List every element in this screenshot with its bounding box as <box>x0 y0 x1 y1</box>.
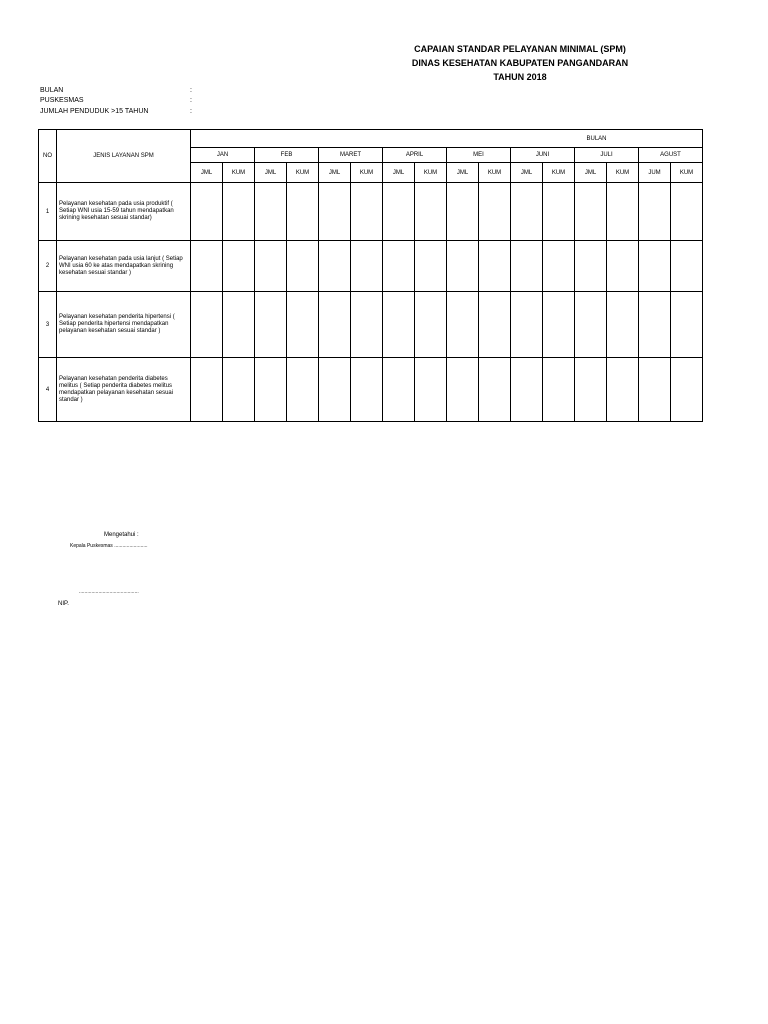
data-cell[interactable] <box>543 241 575 292</box>
table-row <box>39 358 703 422</box>
data-cell[interactable] <box>671 292 703 358</box>
data-cell[interactable] <box>383 292 415 358</box>
sub-header: JML <box>383 163 415 183</box>
month-header: FEB <box>255 148 319 163</box>
data-cell[interactable] <box>191 183 223 241</box>
data-cell[interactable] <box>671 358 703 422</box>
data-cell[interactable] <box>255 183 287 241</box>
row-description: Pelayanan kesehatan pada usia lanjut ( Setiap WNI usia 60 ke atas mendapatkan skrining kesehatan sesuai standar ) <box>57 241 191 292</box>
header-no: NO <box>39 130 57 183</box>
sub-header: JML <box>447 163 479 183</box>
row-description: Pelayanan kesehatan pada usia produktif ( Setiap WNI usia 15-59 tahun mendapatkan skrining kesehatan sesuai standar) <box>57 183 191 241</box>
data-cell[interactable] <box>351 183 383 241</box>
doc-title-line-1: CAPAIAN STANDAR PELAYANAN MINIMAL (SPM) <box>414 44 626 54</box>
data-cell[interactable] <box>223 241 255 292</box>
data-cell[interactable] <box>639 292 671 358</box>
meta-puskesmas <box>40 96 192 105</box>
table-row <box>39 241 703 292</box>
row-description: Pelayanan kesehatan penderita diabetes melitus ( Setiap penderita diabetes melitus mendapatkan pelayanan kesehatan sesuai standar ) <box>57 358 191 422</box>
table-header-row-bulan <box>39 130 703 148</box>
data-cell[interactable] <box>607 241 639 292</box>
meta-puskesmas-colon: : <box>190 97 192 104</box>
data-cell[interactable] <box>191 292 223 358</box>
data-cell[interactable] <box>351 241 383 292</box>
doc-title-line-2: DINAS KESEHATAN KABUPATEN PANGANDARAN <box>411 58 629 68</box>
data-cell[interactable] <box>479 183 511 241</box>
spm-table <box>38 129 703 422</box>
sub-header: KUM <box>671 163 703 183</box>
sub-header: KUM <box>351 163 383 183</box>
data-cell[interactable] <box>383 358 415 422</box>
data-cell[interactable] <box>447 183 479 241</box>
data-cell[interactable] <box>191 241 223 292</box>
row-description: Pelayanan kesehatan penderita hipertensi ( Setiap penderita hipertensi mendapatkan pelayanan kesehatan sesuai standar ) <box>57 292 191 358</box>
data-cell[interactable] <box>319 241 351 292</box>
sub-header: JML <box>511 163 543 183</box>
data-cell[interactable] <box>575 241 607 292</box>
header-bulan: BULAN <box>191 130 703 148</box>
data-cell[interactable] <box>415 241 447 292</box>
sub-header: KUM <box>287 163 319 183</box>
doc-title-line-3: TAHUN 2018 <box>493 72 547 82</box>
sub-header: JML <box>575 163 607 183</box>
data-cell[interactable] <box>319 183 351 241</box>
data-cell[interactable] <box>639 183 671 241</box>
data-cell[interactable] <box>223 292 255 358</box>
sub-header: JML <box>191 163 223 183</box>
signature-kepala-puskesmas: Kepala Puskesmas ........................ <box>70 543 148 549</box>
data-cell[interactable] <box>575 183 607 241</box>
signature-line: ........................................... <box>79 589 139 595</box>
sub-header: JML <box>319 163 351 183</box>
data-cell[interactable] <box>255 241 287 292</box>
meta-penduduk <box>40 107 192 116</box>
month-header: AGUST <box>639 148 703 163</box>
meta-bulan-colon: : <box>190 87 192 94</box>
data-cell[interactable] <box>415 358 447 422</box>
data-cell[interactable] <box>671 241 703 292</box>
data-cell[interactable] <box>447 358 479 422</box>
data-cell[interactable] <box>543 358 575 422</box>
data-cell[interactable] <box>223 358 255 422</box>
data-cell[interactable] <box>671 183 703 241</box>
data-cell[interactable] <box>639 358 671 422</box>
data-cell[interactable] <box>351 292 383 358</box>
meta-penduduk-colon: : <box>190 108 192 115</box>
row-no: 3 <box>39 292 57 358</box>
data-cell[interactable] <box>319 292 351 358</box>
data-cell[interactable] <box>575 358 607 422</box>
data-cell[interactable] <box>255 292 287 358</box>
data-cell[interactable] <box>415 183 447 241</box>
data-cell[interactable] <box>607 292 639 358</box>
data-cell[interactable] <box>255 358 287 422</box>
data-cell[interactable] <box>511 241 543 292</box>
row-no: 2 <box>39 241 57 292</box>
data-cell[interactable] <box>479 241 511 292</box>
data-cell[interactable] <box>351 358 383 422</box>
data-cell[interactable] <box>543 292 575 358</box>
month-header: APRIL <box>383 148 447 163</box>
data-cell[interactable] <box>287 358 319 422</box>
sub-header: JML <box>255 163 287 183</box>
month-header: MEI <box>447 148 511 163</box>
signature-mengetahui: Mengetahui : <box>104 532 139 538</box>
data-cell[interactable] <box>287 241 319 292</box>
sub-header: KUM <box>415 163 447 183</box>
data-cell[interactable] <box>639 241 671 292</box>
row-no: 4 <box>39 358 57 422</box>
data-cell[interactable] <box>479 358 511 422</box>
month-header: JUNI <box>511 148 575 163</box>
meta-penduduk-label: JUMLAH PENDUDUK >15 TAHUN <box>40 108 149 115</box>
data-cell[interactable] <box>607 358 639 422</box>
sub-header: JUM <box>639 163 671 183</box>
table-row <box>39 292 703 358</box>
data-cell[interactable] <box>383 241 415 292</box>
sub-header: KUM <box>223 163 255 183</box>
header-jenis-layanan: JENIS LAYANAN SPM <box>57 130 191 183</box>
data-cell[interactable] <box>511 183 543 241</box>
data-cell[interactable] <box>479 292 511 358</box>
data-cell[interactable] <box>287 292 319 358</box>
data-cell[interactable] <box>191 358 223 422</box>
data-cell[interactable] <box>415 292 447 358</box>
data-cell[interactable] <box>543 183 575 241</box>
table-row <box>39 183 703 241</box>
sub-header: KUM <box>479 163 511 183</box>
sub-header: KUM <box>543 163 575 183</box>
data-cell[interactable] <box>447 292 479 358</box>
month-header: JAN <box>191 148 255 163</box>
data-cell[interactable] <box>287 183 319 241</box>
data-cell[interactable] <box>383 183 415 241</box>
data-cell[interactable] <box>223 183 255 241</box>
meta-puskesmas-label: PUSKESMAS <box>40 97 84 104</box>
data-cell[interactable] <box>607 183 639 241</box>
data-cell[interactable] <box>319 358 351 422</box>
meta-bulan <box>40 86 192 95</box>
row-no: 1 <box>39 183 57 241</box>
signature-nip: NIP. <box>58 601 69 607</box>
sub-header: KUM <box>607 163 639 183</box>
data-cell[interactable] <box>575 292 607 358</box>
month-header: JULI <box>575 148 639 163</box>
data-cell[interactable] <box>511 292 543 358</box>
data-cell[interactable] <box>447 241 479 292</box>
data-cell[interactable] <box>511 358 543 422</box>
meta-bulan-label: BULAN <box>40 87 64 94</box>
month-header: MARET <box>319 148 383 163</box>
